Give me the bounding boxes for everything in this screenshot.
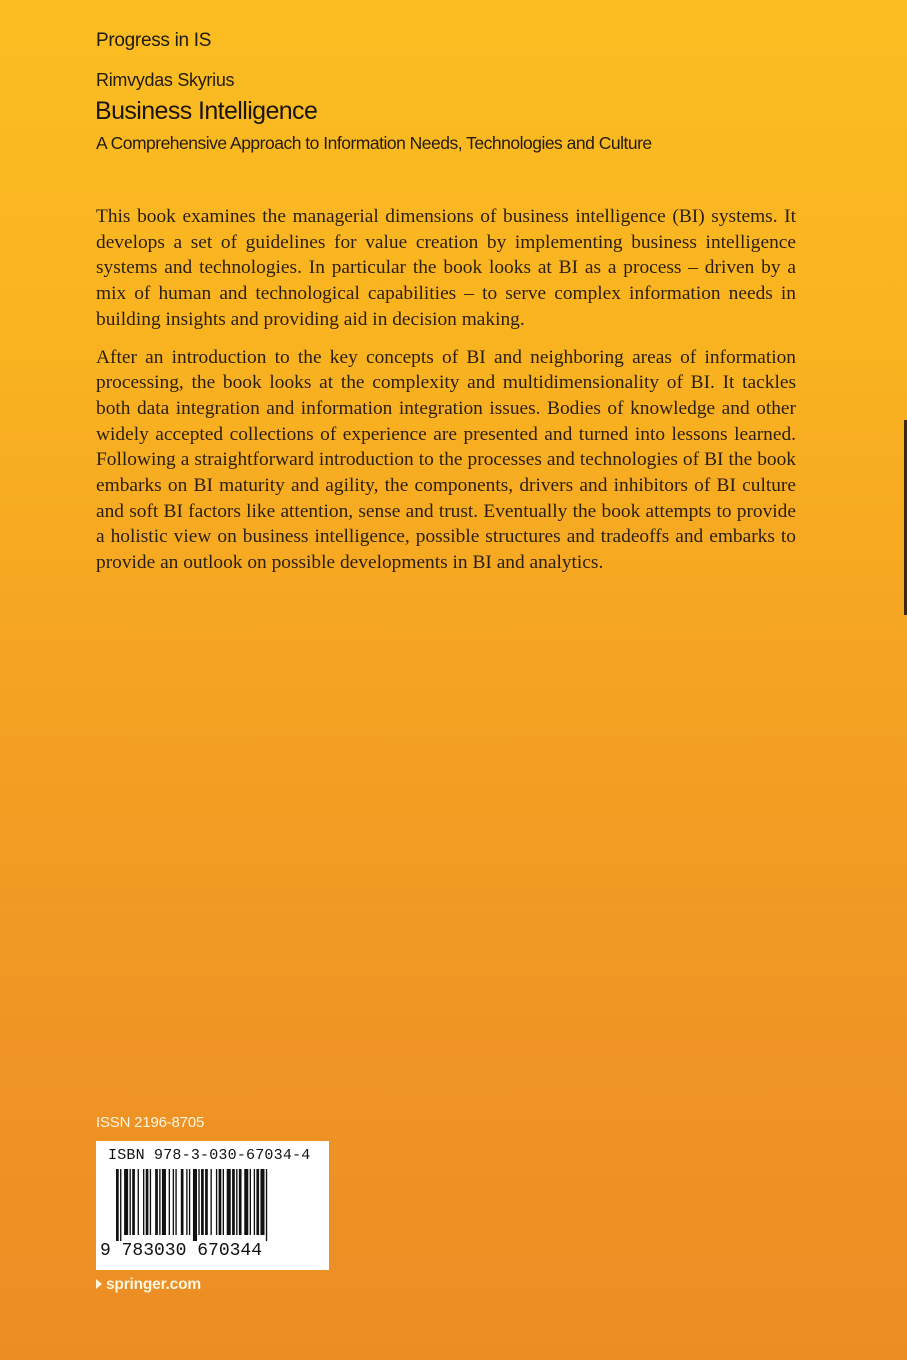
- barcode-bar: [162, 1169, 166, 1235]
- description-paragraph-1: This book examines the managerial dimensions of business intelligence (BI) systems. It develops a set of guidelines for value creation by implementing business intelligence systems and technologies. In particular the book looks at BI as a process – driven by a mix of human and technological capabilities – to serve complex information needs in building insights and providing aid in decision making.: [96, 206, 796, 330]
- barcode-bar: [223, 1169, 224, 1235]
- barcode-bar: [143, 1169, 144, 1235]
- barcode-bar: [201, 1169, 204, 1235]
- isbn-digits: 9 783030 670344: [100, 1241, 263, 1261]
- isbn-label: ISBN 978-3-030-67034-4: [108, 1147, 311, 1164]
- barcode-bar: [146, 1169, 149, 1235]
- barcode-bar: [138, 1169, 139, 1235]
- barcode-bar: [155, 1169, 158, 1235]
- author-name: Rimvydas Skyrius: [96, 70, 235, 90]
- barcode-bar: [150, 1169, 151, 1235]
- barcode-bar: [236, 1169, 237, 1235]
- barcode-icon: [116, 1169, 321, 1241]
- barcode-bar: [169, 1169, 170, 1235]
- barcode-bar: [159, 1169, 160, 1235]
- barcode-bar: [173, 1169, 174, 1235]
- book-title: Business Intelligence: [95, 97, 318, 125]
- barcode-bar: [232, 1169, 235, 1235]
- description: [96, 204, 796, 588]
- barcode-bar: [120, 1169, 121, 1241]
- issn-label: ISSN 2196-8705: [96, 1114, 205, 1131]
- barcode-bar: [205, 1169, 208, 1235]
- barcode-bar: [181, 1169, 184, 1235]
- arrow-right-icon: [96, 1279, 102, 1289]
- barcode-bar: [244, 1169, 248, 1235]
- barcode-bar: [250, 1169, 251, 1235]
- barcode-bar: [124, 1169, 128, 1235]
- barcode-bar: [116, 1169, 119, 1241]
- book-subtitle: A Comprehensive Approach to Information Needs, Technologies and Culture: [96, 133, 652, 153]
- barcode-bar: [266, 1169, 267, 1241]
- barcode-box: [96, 1141, 329, 1270]
- barcode-bar: [256, 1169, 259, 1235]
- barcode-bar: [130, 1169, 131, 1235]
- barcode-bar: [216, 1169, 217, 1235]
- description-paragraph-2: After an introduction to the key concepts of BI and neighboring areas of information processing, the book looks at the complexity and multidimensionality of BI. It tackles both data integration and information integration issues. Bodies of knowledge and other widely accepted collections of experience are presented and turned into lessons learned. Following a straightforward introduction to the processes and technologies of BI the book embarks on BI maturity and agility, the components, drivers and inhibitors of BI culture and soft BI factors like attention, sense and trust. Eventually the book attempts to provide a holistic view on business intelligence, possible structures and tradeoffs and embarks to provide an outlook on possible developments in BI and analytics.: [96, 346, 796, 574]
- barcode-bar: [132, 1169, 135, 1235]
- series-name: Progress in IS: [96, 30, 212, 51]
- barcode-bar: [211, 1169, 212, 1235]
- barcode-bar: [227, 1169, 231, 1235]
- barcode-bar: [198, 1169, 199, 1235]
- barcode-bar: [175, 1169, 176, 1235]
- barcode-bar: [186, 1169, 187, 1235]
- barcode-bar: [193, 1169, 197, 1241]
- barcode-bar: [260, 1169, 264, 1235]
- publisher-link[interactable]: [96, 1276, 201, 1294]
- publisher-link-text: springer.com: [106, 1276, 201, 1293]
- barcode-bar: [239, 1169, 242, 1235]
- barcode-bar: [219, 1169, 222, 1235]
- barcode-bar: [254, 1169, 255, 1235]
- barcode-bar: [189, 1169, 190, 1235]
